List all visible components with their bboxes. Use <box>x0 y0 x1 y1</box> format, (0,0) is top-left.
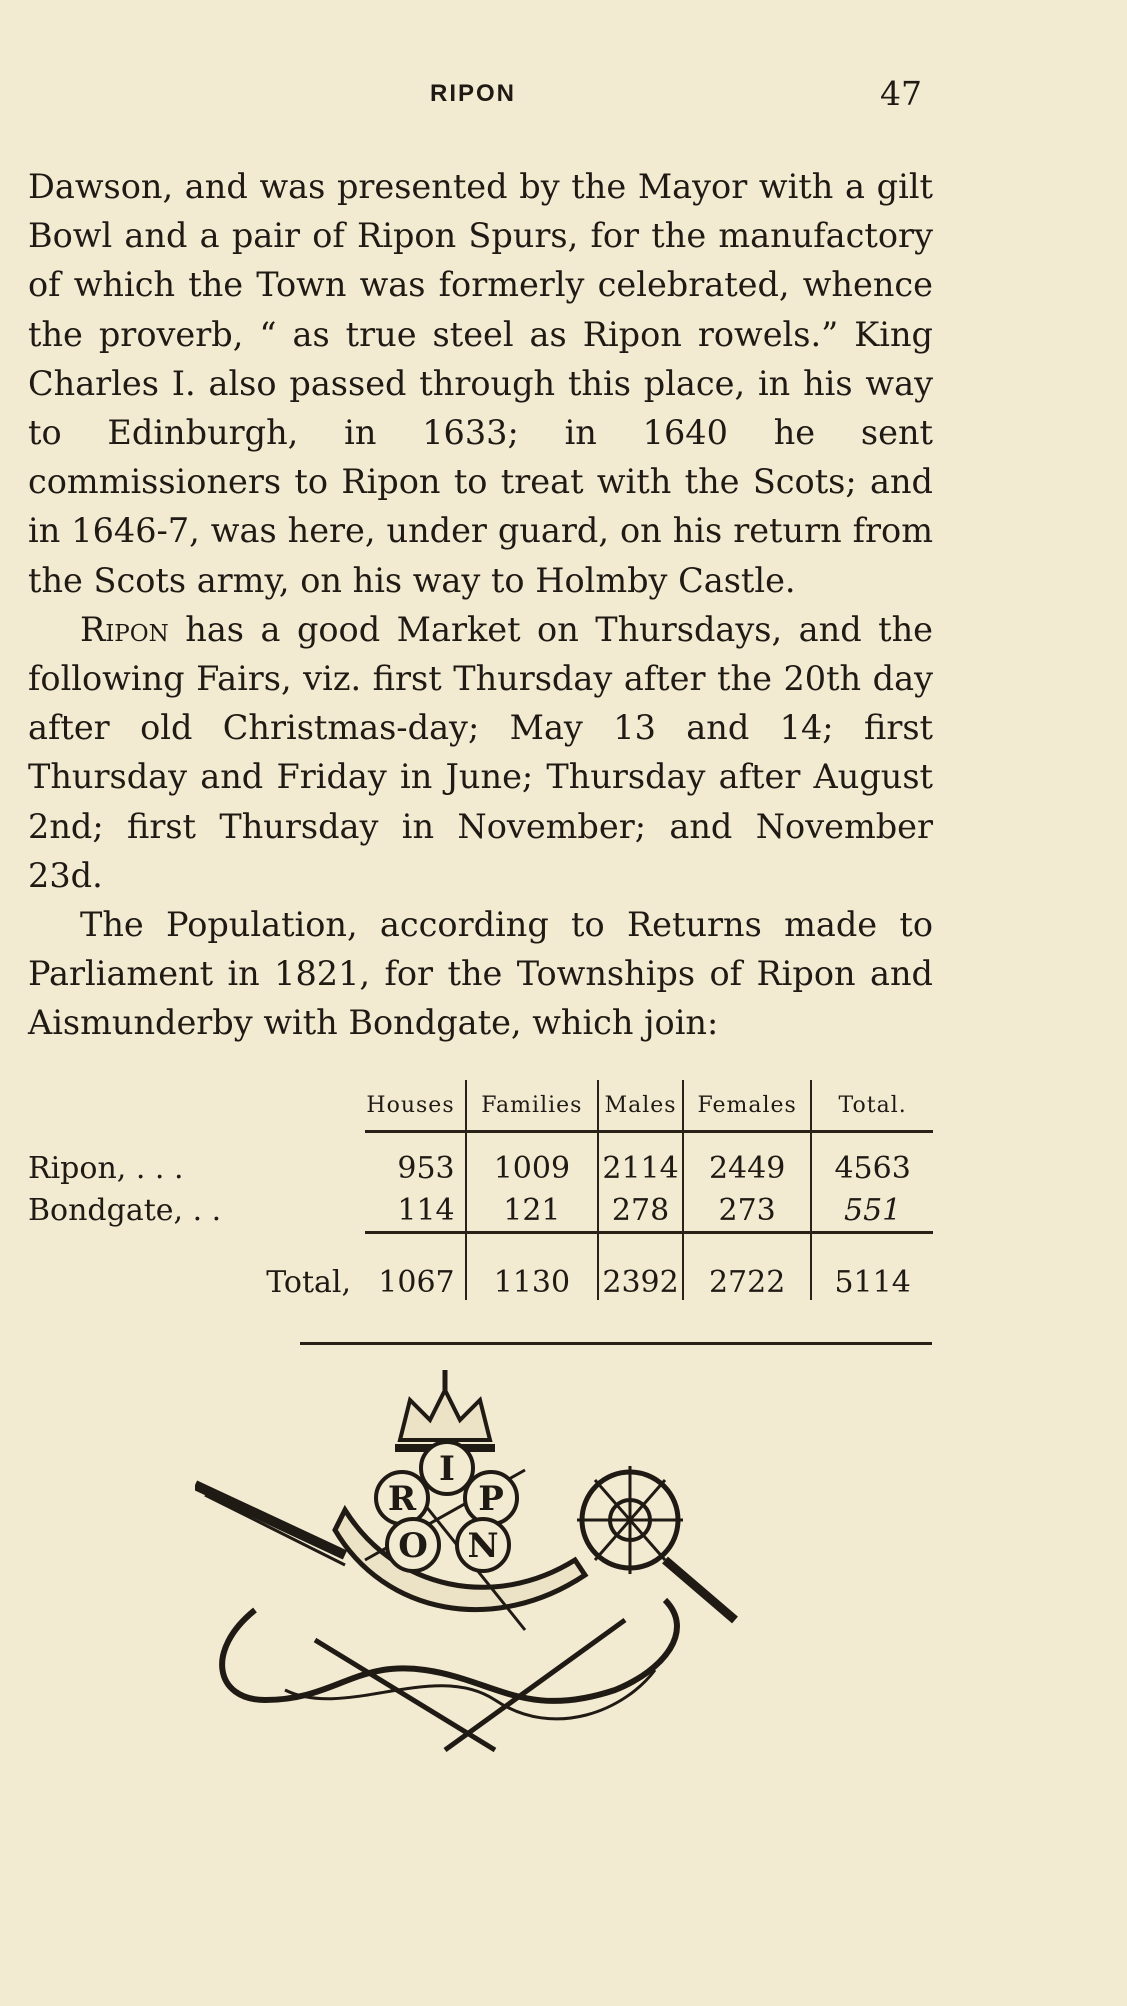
emblem-letter-i: I <box>439 1449 455 1489</box>
cell-total: 4563 <box>811 1147 933 1189</box>
emblem-letter-n: N <box>467 1526 499 1566</box>
header-total: Total. <box>811 1080 933 1132</box>
cell-houses: 114 <box>397 1192 455 1228</box>
cell-females: 2449 <box>683 1147 811 1189</box>
table-row <box>28 1147 933 1189</box>
row-label: Ripon, . . . <box>28 1150 184 1186</box>
header-rule <box>28 1132 933 1148</box>
emblem-letter-p: P <box>478 1479 504 1519</box>
cell-males: 278 <box>598 1189 683 1233</box>
ripon-lead: Ripon <box>80 609 169 649</box>
header-males: Males <box>598 1080 683 1132</box>
paragraph-continued: Dawson, and was presented by the Mayor with a gilt Bowl and a pair of Ripon Spurs, for the manufactory of which the Town was formerly celebrated, whence the proverb, “ as true steel as Ripon rowels.” King Charles I. also passed through this place, in his way to Edinburgh, in 1633; in 1640 he sent commissioners to Ripon to treat with the Scots; and in 1646-7, was here, under guard, on his return from the Scots army, on his way to Holmby Castle. <box>28 167 933 600</box>
paragraph-market-text: has a good Market on Thursdays, and the following Fairs, viz. first Thursday after the 20th day after old Christmas-day; May 13 and 14; first Thursday and Friday in June; Thursday after August 2nd; first Thursday in November; and November 23d. <box>28 609 933 895</box>
sum-rule <box>28 1233 933 1249</box>
row-label: Bondgate, . . <box>28 1193 222 1229</box>
horn-and-spurs-woodcut <box>195 1370 765 1780</box>
cell-total: 551 <box>811 1189 933 1233</box>
table-header-row <box>28 1080 933 1132</box>
total-females: 2722 <box>683 1248 811 1300</box>
population-table <box>28 1080 933 1300</box>
ripon-horn-emblem <box>195 1370 765 1780</box>
running-head <box>0 74 1127 120</box>
table-row <box>28 1189 933 1233</box>
header-houses: Houses <box>366 1092 455 1118</box>
cell-males: 2114 <box>598 1147 683 1189</box>
page-number: 47 <box>880 74 922 113</box>
header-females: Females <box>683 1080 811 1132</box>
total-males: 2392 <box>598 1248 683 1300</box>
running-head-title: RIPON <box>430 80 517 107</box>
table-total-row <box>28 1248 933 1300</box>
total-total: 5114 <box>811 1248 933 1300</box>
total-label: Total, <box>266 1265 352 1300</box>
paragraph-market <box>28 605 933 900</box>
emblem-letter-o: O <box>398 1526 428 1566</box>
emblem-letter-r: R <box>387 1479 417 1519</box>
closing-rule <box>300 1342 932 1345</box>
total-families: 1130 <box>466 1248 599 1300</box>
cell-families: 1009 <box>466 1147 599 1189</box>
cell-houses: 953 <box>397 1150 455 1186</box>
total-houses: 1067 <box>378 1265 455 1300</box>
body-text <box>28 162 933 1048</box>
cell-females: 273 <box>683 1189 811 1233</box>
paragraph-population: The Population, according to Returns made to Parliament in 1821, for the Townships of Ripon and Aismunderby with Bondgate, which join: <box>28 905 933 1043</box>
header-families: Families <box>466 1080 599 1132</box>
cell-families: 121 <box>466 1189 599 1233</box>
